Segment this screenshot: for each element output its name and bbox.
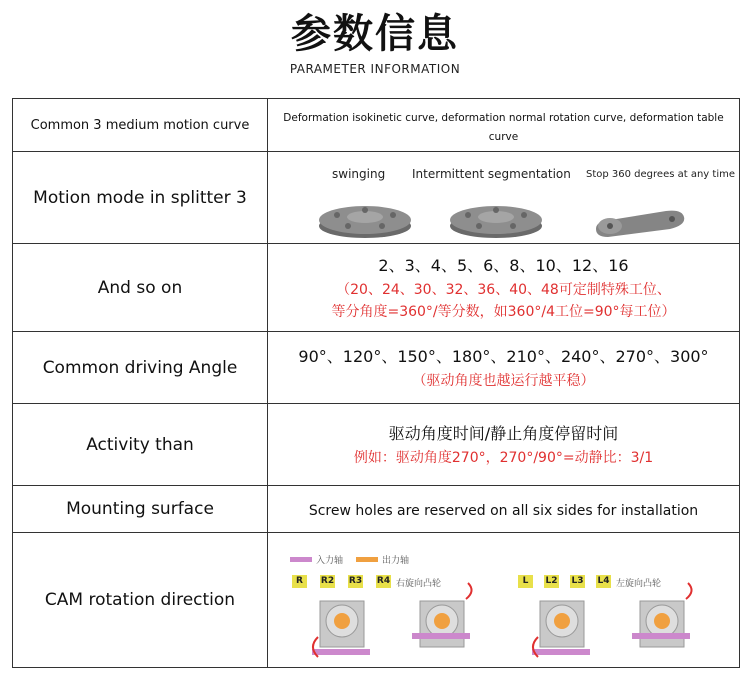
intermittent-disc-icon xyxy=(450,206,542,238)
row-label: And so on xyxy=(13,244,268,332)
row-value xyxy=(268,404,740,486)
tag-r3: R3 xyxy=(348,576,363,586)
table-row-motion-mode xyxy=(13,152,740,244)
tag-l3: L3 xyxy=(571,576,584,586)
station-note-line1: （20、24、30、32、36、40、48可定制特殊工位、 xyxy=(336,281,671,298)
table-row-activity xyxy=(13,404,740,486)
row-label: Common driving Angle xyxy=(13,332,268,404)
input-shaft-swatch xyxy=(290,557,312,562)
row-label: Activity than xyxy=(13,404,268,486)
output-shaft-swatch xyxy=(356,557,378,562)
row-value xyxy=(268,486,740,533)
row-value xyxy=(268,99,740,152)
row-value xyxy=(268,332,740,404)
table-row-mounting xyxy=(13,486,740,533)
swinging-disc-icon xyxy=(319,206,411,238)
row-value xyxy=(268,152,740,244)
row-value xyxy=(268,533,740,668)
table-row-cam-rotation xyxy=(13,533,740,668)
mode-label-intermittent: Intermittent segmentation xyxy=(412,166,571,181)
mode-label-swinging: swinging xyxy=(332,166,386,181)
motion-curve-value: Deformation isokinetic curve, deformation normal rotation curve, deformation table curve xyxy=(283,112,724,143)
tag-r4: R4 xyxy=(376,576,391,586)
left-cam-caption: 左旋向凸轮 xyxy=(616,579,662,589)
row-value xyxy=(268,244,740,332)
tag-l: L xyxy=(522,576,529,586)
tag-r2: R2 xyxy=(320,576,335,586)
row-label: CAM rotation direction xyxy=(13,533,268,668)
cam-unit-r1-icon xyxy=(312,601,370,657)
station-note-line2: 等分角度=360°/等分数，如360°/4工位=90°每工位） xyxy=(331,303,676,320)
right-cam-caption: 右旋向凸轮 xyxy=(396,579,442,589)
station-values: 2、3、4、5、6、8、10、12、16 xyxy=(378,255,629,275)
mounting-value: Screw holes are reserved on all six sides for installation xyxy=(308,502,699,519)
tag-l2: L2 xyxy=(545,576,558,586)
page-subtitle: PARAMETER INFORMATION xyxy=(289,62,461,76)
driving-angle-values: 90°、120°、150°、180°、210°、240°、270°、300° xyxy=(298,346,709,366)
tag-r: R xyxy=(296,576,303,586)
legend-output-shaft: 出力轴 xyxy=(382,556,410,566)
legend-input-shaft: 入力轴 xyxy=(316,556,344,566)
activity-value: 驱动角度时间/静止角度停留时间 xyxy=(388,423,619,443)
row-label: Motion mode in splitter 3 xyxy=(13,152,268,244)
activity-example: 例如：驱动角度270°，270°/90°=动静比：3/1 xyxy=(353,449,654,466)
table-row-motion-curve xyxy=(13,99,740,152)
table-row-stations xyxy=(13,244,740,332)
motion-mode-illustration xyxy=(268,153,742,243)
cam-rotation-diagram xyxy=(268,533,739,667)
cam-unit-l2-icon xyxy=(632,583,692,647)
cam-unit-r2-icon xyxy=(412,583,472,647)
driving-angle-note: （驱动角度也越运行越平稳） xyxy=(412,372,595,389)
parameter-table xyxy=(12,98,740,668)
rotary-arm-icon xyxy=(596,210,684,236)
row-label: Common 3 medium motion curve xyxy=(13,99,268,152)
table-row-driving-angle xyxy=(13,332,740,404)
cam-unit-l1-icon xyxy=(532,601,590,657)
page-title: 参数信息 xyxy=(291,11,459,57)
mode-label-stop: Stop 360 degrees at any time xyxy=(586,168,735,180)
row-label: Mounting surface xyxy=(13,486,268,533)
tag-l4: L4 xyxy=(597,576,610,586)
